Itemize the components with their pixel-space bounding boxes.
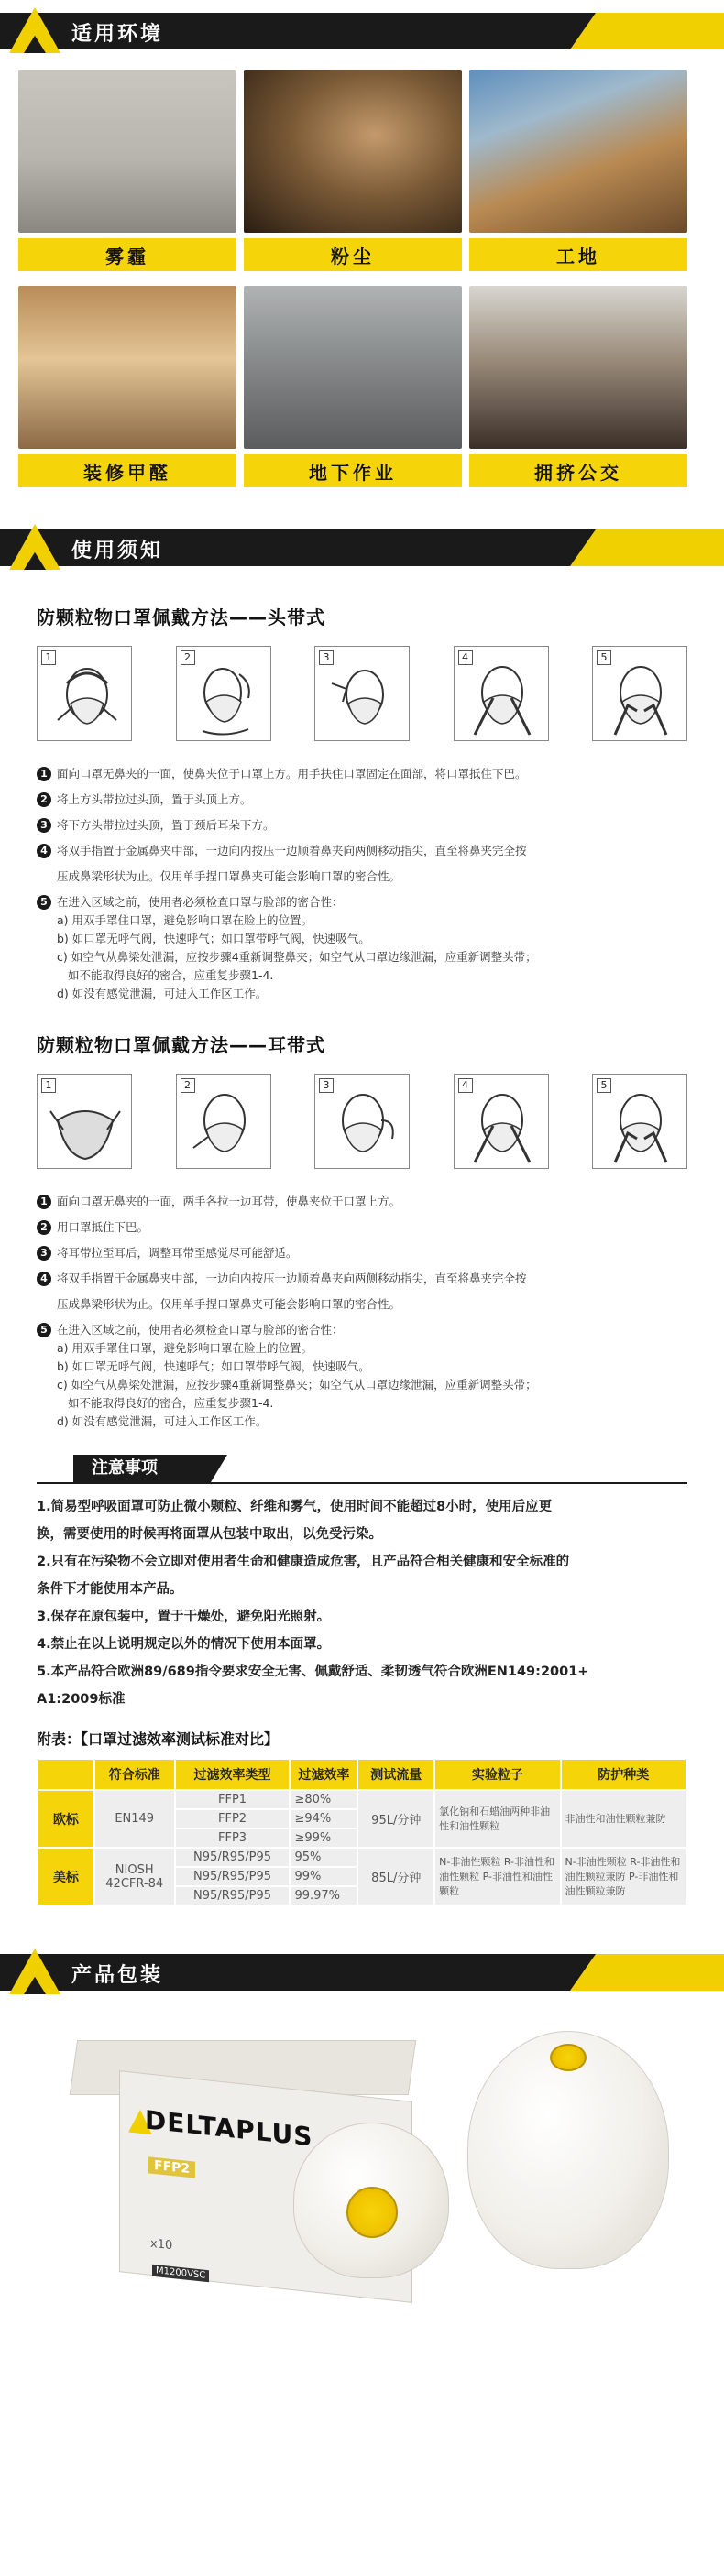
exhalation-valve-icon — [346, 2187, 398, 2238]
filter-efficiency-table — [37, 1758, 687, 1906]
instruction-subline: d) 如没有感觉泄漏，可进入工作区工作。 — [57, 1414, 268, 1428]
instruction-subline: d) 如没有感觉泄漏，可进入工作区工作。 — [57, 987, 268, 1000]
section-header-packaging — [0, 1948, 724, 1994]
environment-label: 装修甲醛 — [18, 454, 236, 487]
instruction-row: 压成鼻梁形状为止。仅用单手捏口罩鼻夹可能会影响口罩的密合性。 — [57, 1297, 401, 1311]
table-row: FFP2 ≥94% — [38, 1809, 686, 1828]
instruction-row: 1 面向口罩无鼻夹的一面，两手各拉一边耳带，使鼻夹位于口罩上方。 — [37, 1193, 687, 1211]
instruction-subline: 如不能取得良好的密合，应重复步骤1-4. — [68, 1396, 274, 1410]
grade-badge: FFP2 — [148, 2156, 195, 2178]
instruction-row: 5 在进入区域之前，使用者必须检查口罩与脸部的密合性： — [37, 1321, 687, 1339]
notice-item: 5.本产品符合欧洲89/689指令要求安全无害、佩戴舒适、柔韧透气符合欧洲EN149:2001+ — [37, 1665, 589, 1679]
instruction-subline: b) 如口罩无呼气阀，快速呼气；如口罩带呼气阀，快速吸气。 — [57, 1359, 370, 1373]
instruction-subline: c) 如空气从鼻梁处泄漏，应按步骤4重新调整鼻夹；如空气从口罩边缘泄漏，应重新调整头带； — [57, 1378, 537, 1392]
step-number-icon: 3 — [37, 818, 51, 833]
step-illustration: 1 — [37, 1074, 132, 1169]
step-illustration: 3 — [314, 1074, 410, 1169]
table-caption: 附表：【口罩过滤效率测试标准对比】 — [37, 1730, 280, 1748]
step-number-icon: 3 — [37, 1246, 51, 1261]
brand-name: DELTAPLUS — [145, 2104, 313, 2153]
instruction-row: 压成鼻梁形状为止。仅用单手捏口罩鼻夹可能会影响口罩的密合性。 — [57, 869, 401, 883]
table-row: 欧标 EN149 FFP1 ≥80% 95L/分钟 氯化钠和石蜡油两种非油性和油性颗粒 非油性和油性颗粒兼防 — [38, 1790, 686, 1809]
notice-section — [0, 1455, 724, 1484]
product-packaging-image — [37, 2003, 687, 2306]
section-title: 使用须知 — [71, 540, 164, 562]
earloop-title: 防颗粒物口罩佩戴方法——耳带式 — [37, 1034, 325, 1056]
instruction-subline: a) 用双手罩住口罩，避免影响口罩在脸上的位置。 — [57, 1341, 313, 1355]
step-number-icon: 1 — [37, 767, 51, 781]
environment-card — [18, 70, 236, 271]
environment-grid — [18, 70, 706, 271]
table-row: N95/R95/P95 99.97% — [38, 1886, 686, 1905]
step-illustration: 2 — [176, 646, 271, 741]
headband-instructions — [37, 765, 687, 1003]
face-mask-icon — [600, 656, 681, 738]
instruction-subline: 如不能取得良好的密合，应重复步骤1-4. — [68, 968, 274, 982]
environment-label: 工地 — [469, 238, 687, 271]
section-title: 产品包装 — [71, 1964, 164, 1987]
instruction-row: 4 将双手指置于金属鼻夹中部，一边向内按压一边顺着鼻夹向两侧移动指尖，直至将鼻夹完全按 — [37, 1270, 687, 1288]
environment-card — [18, 286, 236, 487]
notice-item: 4.禁止在以上说明规定以外的情况下使用本面罩。 — [37, 1637, 331, 1652]
section-header-usage — [0, 524, 724, 570]
notice-item: A1:2009标准 — [37, 1692, 126, 1707]
step-illustration: 1 — [37, 646, 132, 741]
step-illustration: 3 — [314, 646, 410, 741]
environment-label: 粉尘 — [244, 238, 462, 271]
step-number-icon: 1 — [37, 1195, 51, 1209]
step-number-icon: 2 — [37, 1220, 51, 1235]
notice-item: 1.简易型呼吸面罩可防止微小颗粒、纤维和雾气，使用时间不能超过8小时，使用后应更 — [37, 1500, 553, 1514]
face-mask-icon — [323, 1084, 403, 1166]
face-mask-icon — [462, 1084, 543, 1166]
face-mask-icon — [45, 656, 126, 738]
face-mask-icon — [45, 1084, 126, 1166]
instruction-subline: b) 如口罩无呼气阀，快速呼气；如口罩带呼气阀，快速吸气。 — [57, 932, 370, 945]
headband-steps — [37, 646, 687, 741]
environment-label: 地下作业 — [244, 454, 462, 487]
notice-item: 2.只有在污染物不会立即对使用者生命和健康造成危害，且产品符合相关健康和安全标准的 — [37, 1555, 570, 1569]
step-number-icon: 4 — [37, 1272, 51, 1286]
step-number-icon: 5 — [37, 1323, 51, 1337]
notice-list — [37, 1493, 687, 1713]
notice-item: 3.保存在原包装中，置于干燥处，避免阳光照射。 — [37, 1610, 331, 1624]
face-mask-icon — [600, 1084, 681, 1166]
section-title: 适用环境 — [71, 23, 164, 46]
environment-label: 雾霾 — [18, 238, 236, 271]
notice-item: 换，需要使用的时候再将面罩从包装中取出，以免受污染。 — [37, 1527, 382, 1542]
step-illustration: 5 — [592, 646, 687, 741]
instruction-row: 5 在进入区域之前，使用者必须检查口罩与脸部的密合性： — [37, 893, 687, 911]
section-header-environments — [0, 7, 724, 53]
face-mask-icon — [323, 656, 403, 738]
face-mask-icon — [184, 656, 265, 738]
earloop-instructions — [37, 1193, 687, 1431]
step-number-icon: 5 — [37, 895, 51, 910]
table-row: N95/R95/P95 99% — [38, 1867, 686, 1886]
environment-card — [244, 70, 462, 271]
table-header-row: 符合标准 过滤效率类型 过滤效率 测试流量 实验粒子 防护种类 — [38, 1759, 686, 1790]
instruction-row: 3 将下方头带拉过头顶，置于颈后耳朵下方。 — [37, 816, 687, 835]
step-number-icon: 2 — [37, 792, 51, 807]
instruction-row: 2 用口罩抵住下巴。 — [37, 1218, 687, 1237]
step-illustration: 2 — [176, 1074, 271, 1169]
environment-label: 拥挤公交 — [469, 454, 687, 487]
face-mask-icon — [462, 656, 543, 738]
step-illustration: 5 — [592, 1074, 687, 1169]
instruction-row: 2 将上方头带拉过头顶，置于头顶上方。 — [37, 791, 687, 809]
instruction-row: 1 面向口罩无鼻夹的一面，使鼻夹位于口罩上方。用手扶住口罩固定在面部，将口罩抵住下巴。 — [37, 765, 687, 783]
notice-title: 注意事项 — [73, 1455, 211, 1482]
underground-photo — [244, 286, 462, 449]
quantity-label: x10 — [150, 2236, 173, 2254]
table-row: 美标 NIOSH 42CFR-84 N95/R95/P95 95% 85L/分钟 N-非油性颗粒 R-非油性和油性颗粒 P-非油性和油性颗粒 N-非油性颗粒 R-非油性和油性颗粒兼防 P-非油性和油性颗粒兼防 — [38, 1848, 686, 1867]
step-illustration: 4 — [454, 1074, 549, 1169]
face-mask-icon — [184, 1084, 265, 1166]
dust-photo — [244, 70, 462, 233]
bus-photo — [469, 286, 687, 449]
notice-item: 条件下才能使用本产品。 — [37, 1582, 183, 1597]
instruction-subline: a) 用双手罩住口罩，避免影响口罩在脸上的位置。 — [57, 913, 313, 927]
environment-card — [469, 70, 687, 271]
earloop-steps — [37, 1074, 687, 1169]
environment-card — [244, 286, 462, 487]
instruction-row: 4 将双手指置于金属鼻夹中部，一边向内按压一边顺着鼻夹向两侧移动指尖，直至将鼻夹完全按 — [37, 842, 687, 860]
table-row: FFP3 ≥99% — [38, 1828, 686, 1848]
headband-title: 防颗粒物口罩佩戴方法——头带式 — [37, 606, 325, 628]
exhalation-valve-icon — [550, 2044, 587, 2071]
step-number-icon: 4 — [37, 844, 51, 858]
environment-card — [469, 286, 687, 487]
haze-photo — [18, 70, 236, 233]
instruction-row: 3 将耳带拉至耳后，调整耳带至感觉尽可能舒适。 — [37, 1244, 687, 1262]
construction-photo — [469, 70, 687, 233]
step-illustration: 4 — [454, 646, 549, 741]
product-code: M1200VSC — [152, 2265, 209, 2283]
instruction-subline: c) 如空气从鼻梁处泄漏，应按步骤4重新调整鼻夹；如空气从口罩边缘泄漏，应重新调整头带； — [57, 950, 537, 964]
environment-grid — [18, 286, 706, 487]
renovation-photo — [18, 286, 236, 449]
